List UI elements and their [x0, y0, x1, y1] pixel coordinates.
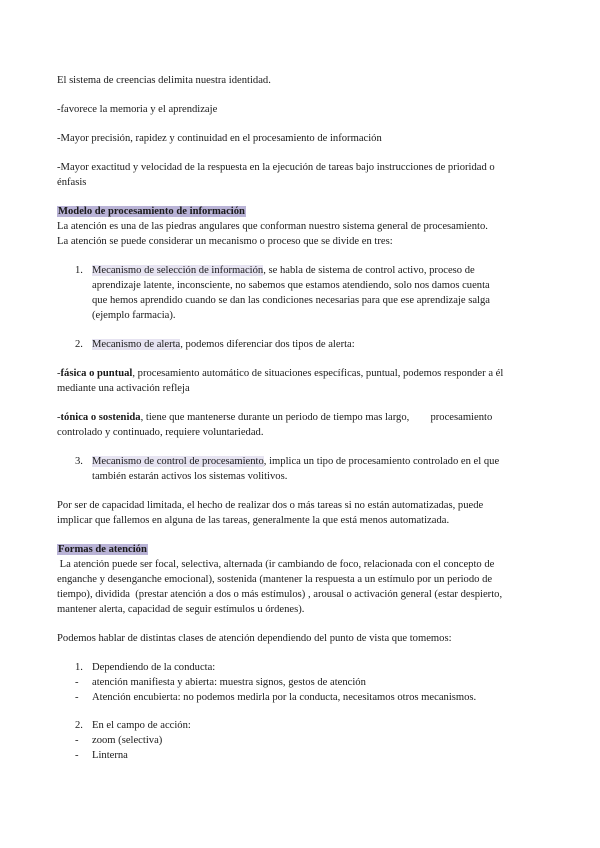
dash: -: [75, 735, 79, 746]
intro-paragraph: El sistema de creencias delimita nuestra identidad.: [57, 75, 271, 86]
dash: -: [75, 677, 79, 688]
paragraph: La atención puede ser focal, selectiva, alternada (ir cambiando de foco, relacionada con el concepto de: [57, 559, 495, 570]
intro-list-item: -Mayor exactitud y velocidad de la respuesta en la ejecución de tareas bajo instrucciones de prioridad o: [57, 162, 495, 173]
paragraph: tiempo), dividida (prestar atención a dos o más estímulos) , arousal o activación general (estar despierto,: [57, 589, 503, 600]
alert-type: [57, 366, 503, 381]
list-item-cont: también estarán activos los sistemas volitivos.: [92, 471, 288, 482]
intro-list-item: -Mayor precisión, rapidez y continuidad en el procesamiento de información: [57, 133, 382, 144]
dash: -: [75, 750, 79, 761]
paragraph: enganche y desenganche emocional), sostenida (mantener la respuesta a un estímulo por un periodo de: [57, 574, 493, 585]
paragraph: Por ser de capacidad limitada, el hecho de realizar dos o más tareas si no están automatizadas, puede: [57, 500, 484, 511]
highlighted-term: Mecanismo de alerta: [92, 339, 181, 350]
list-item-text: , podemos diferenciar dos tipos de alerta:: [180, 339, 355, 350]
paragraph: mantener alerta, capacidad de seguir estímulos u órdenes).: [57, 604, 305, 615]
alert-type-cont: mediante una activación refleja: [57, 383, 190, 394]
paragraph: Podemos hablar de distintas clases de atención dependiendo del punto de vista que tomemos:: [57, 633, 452, 644]
list-number: 1.: [75, 265, 83, 276]
list-item: [92, 337, 355, 352]
section-heading-text: Formas de atención: [58, 544, 147, 555]
list-item-text: , se habla de sistema de control activo, proceso de: [263, 265, 475, 276]
list-item: [92, 454, 499, 469]
list-number: 2.: [75, 720, 83, 731]
dash: -: [57, 412, 61, 423]
list-title: En el campo de acción:: [92, 720, 191, 731]
list-number: 3.: [75, 456, 83, 467]
section-heading-text: Modelo de procesamiento de información: [58, 206, 245, 217]
list-number: 2.: [75, 339, 83, 350]
list-number: 1.: [75, 662, 83, 673]
intro-list-item: -favorece la memoria y el aprendizaje: [57, 104, 218, 115]
highlighted-term: Mecanismo de control de procesamiento: [92, 456, 264, 467]
paragraph: La atención se puede considerar un mecanismo o proceso que se divide en tres:: [57, 236, 393, 247]
alert-type: [57, 410, 492, 425]
list-item: [92, 263, 475, 278]
paragraph: La atención es una de las piedras angulares que conforman nuestro sistema general de procesamiento.: [57, 221, 488, 232]
sub-list-item: atención manifiesta y abierta: muestra signos, gestos de atención: [92, 677, 366, 688]
list-item-text: , implica un tipo de procesamiento controlado en el que: [263, 456, 500, 467]
dash: -: [57, 368, 61, 379]
paragraph: implicar que fallemos en alguna de las tareas, generalmente la que está menos automatizada.: [57, 515, 450, 526]
alert-type-cont: controlado y continuado, requiere voluntariedad.: [57, 427, 264, 438]
sub-list-item: Atención encubierta: no podemos medirla por la conducta, necesitamos otros mecanismos.: [92, 692, 477, 703]
section-heading: [57, 542, 148, 557]
list-item-cont: aprendizaje latente, inconsciente, no sabemos que estamos atendiendo, solo nos damos cuenta: [92, 280, 490, 291]
section-heading: [57, 204, 246, 219]
sub-list-item: Linterna: [92, 750, 128, 761]
highlighted-term: Mecanismo de selección de información: [92, 265, 264, 276]
alert-type-term: fásica o puntual: [60, 368, 133, 379]
alert-type-text: , tiene que mantenerse durante un periodo de tiempo mas largo, procesamiento: [140, 412, 493, 423]
intro-list-item-cont: énfasis: [57, 177, 87, 188]
list-item-cont: (ejemplo farmacia).: [92, 310, 176, 321]
list-item-cont: que hemos aprendido cuando se dan las condiciones necesarias para que ese aprendizaje salga: [92, 295, 490, 306]
alert-type-text: , procesamiento automático de situaciones específicas, puntual, podemos responder a él: [132, 368, 504, 379]
list-title: Dependiendo de la conducta:: [92, 662, 216, 673]
alert-type-term: tónica o sostenida: [60, 412, 141, 423]
dash: -: [75, 692, 79, 703]
sub-list-item: zoom (selectiva): [92, 735, 163, 746]
